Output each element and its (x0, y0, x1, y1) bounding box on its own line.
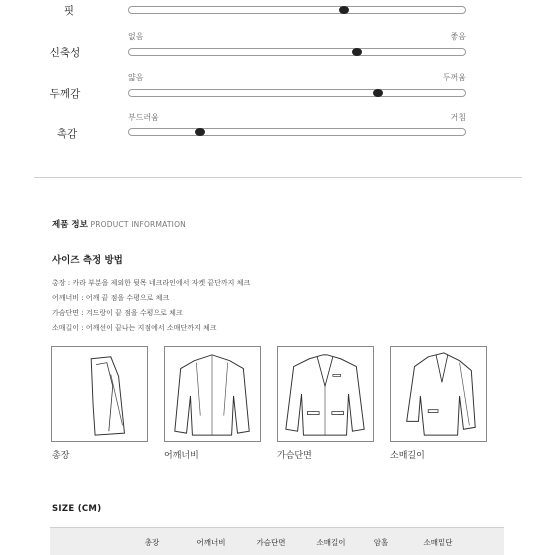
table-header-cell: 가슴단면 (256, 538, 286, 547)
slider-label: 촉감 (56, 128, 78, 140)
slider-right-label: 두꺼움 (442, 73, 466, 82)
jacket-side-icon (52, 347, 147, 441)
measure-note: 총장 : 카라 부분을 제외한 뒷목 네크라인에서 자켓 끝단까지 체크 (52, 279, 251, 287)
measure-note: 어깨너비 : 어깨 끝 점을 수평으로 체크 (52, 294, 170, 302)
measure-notes (52, 276, 250, 336)
slider-right-label: 거침 (450, 113, 466, 122)
jacket-sleeve-icon (391, 347, 486, 441)
size-table-title: SIZE (CM) (52, 504, 102, 514)
table-header-cell: 총장 (144, 538, 160, 547)
figure-caption: 소매길이 (390, 451, 425, 461)
slider-track (128, 89, 466, 97)
slider-track (128, 128, 466, 136)
measure-note: 가슴단면 : 겨드랑이 끝 점을 수평으로 체크 (52, 309, 183, 317)
product-info-title: 제품 정보 (52, 220, 88, 230)
slider-knob (352, 48, 362, 56)
jacket-front-icon (278, 347, 373, 441)
table-header-cell: 소매길이 (316, 538, 346, 547)
slider-track (128, 48, 466, 56)
table-header-cell: 어깨너비 (196, 538, 226, 547)
section-divider (34, 177, 522, 178)
table-header-cell: 소매밑단 (423, 538, 453, 547)
figure-caption: 총장 (52, 451, 70, 461)
size-table-header (50, 527, 504, 555)
figure-chest (277, 346, 374, 442)
slider-left-label: 얇음 (128, 73, 144, 82)
slider-left-label: 부드러움 (128, 113, 159, 122)
slider-left-label: 없음 (128, 32, 144, 41)
slider-track (128, 6, 466, 14)
slider-knob (195, 128, 205, 136)
figure-shoulder (164, 346, 261, 442)
measure-title: 사이즈 측정 방법 (52, 255, 123, 266)
figure-sleeve (390, 346, 487, 442)
slider-label: 두께감 (49, 88, 81, 100)
table-header-cell: 암홀 (373, 538, 389, 547)
figure-caption: 가슴단면 (277, 451, 312, 461)
product-info-title-en: PRODUCT INFORMATION (90, 220, 186, 229)
jacket-back-icon (165, 347, 260, 441)
slider-right-label: 좋음 (450, 32, 466, 41)
slider-label: 신축성 (49, 47, 81, 59)
measure-note: 소매길이 : 어깨선이 끝나는 지점에서 소매단까지 체크 (52, 324, 217, 332)
slider-label: 핏 (63, 5, 75, 17)
figure-length (51, 346, 148, 442)
product-info-heading (52, 218, 186, 230)
figure-caption: 어깨너비 (164, 451, 199, 461)
slider-knob (373, 89, 383, 97)
slider-knob (339, 6, 349, 14)
